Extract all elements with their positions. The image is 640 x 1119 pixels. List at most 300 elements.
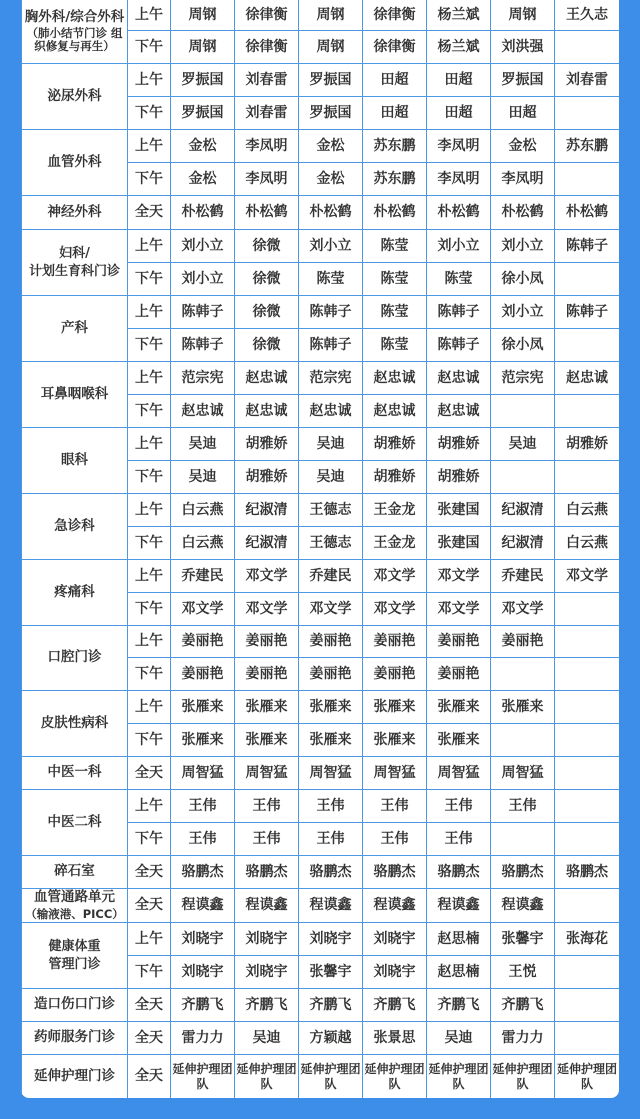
doctor-name-cell: 范宗宪	[491, 362, 555, 395]
doctor-name-cell: 金松	[299, 163, 363, 196]
doctor-name-cell: 骆鹏杰	[427, 856, 491, 889]
doctor-name-cell: 周智猛	[427, 757, 491, 790]
doctor-name-cell: 李凤明	[427, 130, 491, 163]
doctor-name-cell: 王伟	[235, 790, 299, 823]
doctor-name-cell: 周智猛	[171, 757, 235, 790]
doctor-name-cell: 刘春雷	[555, 64, 620, 97]
doctor-name-cell: 赵思楠	[427, 956, 491, 989]
doctor-name-cell: 陈韩子	[171, 296, 235, 329]
doctor-name-cell: 姜丽艳	[171, 626, 235, 658]
doctor-name-cell: 朴松鹤	[555, 196, 620, 230]
doctor-name-cell: 赵思楠	[427, 923, 491, 956]
empty-slot-cell	[555, 593, 620, 626]
doctor-name-cell: 雷力力	[171, 1022, 235, 1055]
empty-slot-cell	[555, 823, 620, 856]
doctor-name-cell: 徐律衡	[363, 0, 427, 31]
doctor-name-cell: 周钢	[491, 0, 555, 31]
shift-label: 上午	[128, 494, 171, 527]
doctor-name-cell: 王德志	[299, 494, 363, 527]
doctor-name-cell: 齐鹏飞	[299, 989, 363, 1022]
shift-label: 下午	[128, 461, 171, 494]
schedule-row	[22, 0, 620, 31]
doctor-name-cell: 陈韩子	[427, 296, 491, 329]
doctor-name-cell: 赵忠诚	[427, 395, 491, 428]
empty-slot-cell	[491, 823, 555, 856]
doctor-name-cell: 胡雅娇	[363, 461, 427, 494]
empty-slot-cell	[555, 97, 620, 130]
doctor-name-cell: 苏东鹏	[555, 130, 620, 163]
doctor-name-cell: 刘晓宇	[363, 956, 427, 989]
department-cell	[22, 691, 128, 757]
doctor-name-cell: 延伸护理团 队	[235, 1055, 299, 1099]
doctor-name-cell: 王伟	[363, 790, 427, 823]
doctor-name-cell: 程谟鑫	[299, 889, 363, 923]
doctor-name-cell: 王伟	[427, 823, 491, 856]
doctor-name-cell: 张海花	[555, 923, 620, 956]
doctor-name-cell: 刘洪强	[491, 31, 555, 64]
doctor-name-cell: 张景思	[363, 1022, 427, 1055]
department-cell	[22, 560, 128, 626]
doctor-name-cell: 乔建民	[299, 560, 363, 593]
doctor-name-cell: 周钢	[171, 31, 235, 64]
doctor-name-cell: 吴迪	[235, 1022, 299, 1055]
schedule-row	[22, 560, 620, 593]
department-name: 碎石室	[54, 863, 95, 880]
shift-label: 下午	[128, 395, 171, 428]
doctor-name-cell: 姜丽艳	[235, 626, 299, 658]
doctor-name-cell: 田超	[363, 64, 427, 97]
doctor-name-cell: 田超	[427, 97, 491, 130]
doctor-name-cell: 胡雅娇	[235, 428, 299, 461]
doctor-name-cell: 王久志	[555, 0, 620, 31]
schedule-body	[22, 0, 620, 1098]
doctor-name-cell: 雷力力	[491, 1022, 555, 1055]
empty-slot-cell	[555, 956, 620, 989]
doctor-name-cell: 张建国	[427, 494, 491, 527]
schedule-table	[21, 0, 619, 1098]
doctor-name-cell: 白云燕	[171, 527, 235, 560]
doctor-name-cell: 陈韩子	[171, 329, 235, 362]
doctor-name-cell: 邓文学	[235, 560, 299, 593]
shift-label: 上午	[128, 923, 171, 956]
schedule-row	[22, 130, 620, 163]
doctor-name-cell: 张雁来	[363, 724, 427, 757]
schedule-row	[22, 889, 620, 923]
doctor-name-cell: 刘晓宇	[235, 956, 299, 989]
doctor-name-cell: 吴迪	[299, 461, 363, 494]
empty-slot-cell	[555, 658, 620, 691]
doctor-name-cell: 徐律衡	[235, 0, 299, 31]
doctor-name-cell: 齐鹏飞	[171, 989, 235, 1022]
department-name: 中医一科	[47, 764, 102, 781]
doctor-name-cell: 程谟鑫	[427, 889, 491, 923]
doctor-name-cell: 吴迪	[491, 428, 555, 461]
doctor-name-cell: 张雁来	[171, 691, 235, 724]
doctor-name-cell: 张雁来	[427, 691, 491, 724]
doctor-name-cell: 延伸护理团 队	[491, 1055, 555, 1099]
doctor-name-cell: 刘小立	[491, 296, 555, 329]
doctor-name-cell: 刘小立	[299, 230, 363, 263]
department-cell	[22, 230, 128, 296]
doctor-name-cell: 李凤明	[427, 163, 491, 196]
shift-label: 下午	[128, 329, 171, 362]
doctor-name-cell: 骆鹏杰	[491, 856, 555, 889]
doctor-name-cell: 金松	[171, 163, 235, 196]
doctor-name-cell: 田超	[491, 97, 555, 130]
doctor-name-cell: 徐律衡	[235, 31, 299, 64]
department-cell	[22, 889, 128, 923]
empty-slot-cell	[491, 724, 555, 757]
department-cell	[22, 790, 128, 856]
doctor-name-cell: 吴迪	[171, 428, 235, 461]
empty-slot-cell	[555, 1022, 620, 1055]
shift-label: 全天	[128, 1022, 171, 1055]
doctor-name-cell: 乔建民	[171, 560, 235, 593]
shift-label: 下午	[128, 724, 171, 757]
doctor-name-cell: 邓文学	[171, 593, 235, 626]
doctor-name-cell: 刘晓宇	[363, 923, 427, 956]
doctor-name-cell: 杨兰斌	[427, 31, 491, 64]
doctor-name-cell: 刘晓宇	[235, 923, 299, 956]
doctor-name-cell: 周钢	[171, 0, 235, 31]
doctor-name-cell: 王德志	[299, 527, 363, 560]
doctor-name-cell: 王悦	[491, 956, 555, 989]
department-subtitle: （肺小结节门诊 组织修复与再生）	[26, 26, 123, 54]
department-cell	[22, 923, 128, 989]
doctor-name-cell: 姜丽艳	[427, 626, 491, 658]
schedule-row	[22, 856, 620, 889]
doctor-name-cell: 徐微	[235, 230, 299, 263]
doctor-name-cell: 纪淑清	[491, 494, 555, 527]
schedule-row	[22, 790, 620, 823]
empty-slot-cell	[491, 461, 555, 494]
department-cell	[22, 0, 128, 64]
department-cell	[22, 64, 128, 130]
shift-label: 下午	[128, 31, 171, 64]
doctor-name-cell: 胡雅娇	[555, 428, 620, 461]
doctor-name-cell: 王伟	[299, 823, 363, 856]
department-name: 健康体重	[48, 938, 101, 954]
doctor-name-cell: 陈莹	[363, 263, 427, 296]
doctor-name-cell: 李凤明	[235, 163, 299, 196]
doctor-name-cell: 罗振国	[299, 97, 363, 130]
doctor-name-cell: 延伸护理团 队	[363, 1055, 427, 1099]
empty-slot-cell	[555, 790, 620, 823]
doctor-name-cell: 王伟	[427, 790, 491, 823]
doctor-name-cell: 刘春雷	[235, 97, 299, 130]
doctor-name-cell: 周智猛	[363, 757, 427, 790]
doctor-name-cell: 朴松鹤	[491, 196, 555, 230]
doctor-name-cell: 骆鹏杰	[171, 856, 235, 889]
doctor-name-cell: 姜丽艳	[363, 626, 427, 658]
doctor-name-cell: 骆鹏杰	[235, 856, 299, 889]
doctor-name-cell: 周钢	[299, 31, 363, 64]
doctor-name-cell: 赵忠诚	[363, 362, 427, 395]
department-cell	[22, 130, 128, 196]
doctor-name-cell: 金松	[491, 130, 555, 163]
doctor-name-cell: 张雁来	[427, 724, 491, 757]
doctor-name-cell: 张雁来	[171, 724, 235, 757]
shift-label: 上午	[128, 362, 171, 395]
schedule-row	[22, 757, 620, 790]
doctor-name-cell: 周钢	[299, 0, 363, 31]
doctor-name-cell: 姜丽艳	[235, 658, 299, 691]
doctor-name-cell: 赵忠诚	[363, 395, 427, 428]
doctor-name-cell: 王伟	[171, 823, 235, 856]
doctor-name-cell: 吴迪	[299, 428, 363, 461]
doctor-name-cell: 骆鹏杰	[299, 856, 363, 889]
schedule-row	[22, 1055, 620, 1099]
department-name: 妇科/	[59, 245, 90, 261]
doctor-name-cell: 刘晓宇	[299, 923, 363, 956]
doctor-name-cell: 罗振国	[171, 64, 235, 97]
schedule-row	[22, 296, 620, 329]
doctor-name-cell: 赵忠诚	[171, 395, 235, 428]
doctor-name-cell: 金松	[299, 130, 363, 163]
department-name: 疼痛科	[54, 583, 95, 600]
doctor-name-cell: 赵忠诚	[555, 362, 620, 395]
department-name: 胸外科/综合外科	[24, 8, 125, 25]
doctor-name-cell: 金松	[171, 130, 235, 163]
department-subtitle: （输液港、PICC）	[25, 906, 124, 921]
shift-label: 上午	[128, 296, 171, 329]
shift-label: 全天	[128, 889, 171, 923]
department-cell	[22, 1022, 128, 1055]
doctor-name-cell: 陈莹	[427, 263, 491, 296]
doctor-name-cell: 齐鹏飞	[427, 989, 491, 1022]
shift-label: 上午	[128, 130, 171, 163]
doctor-name-cell: 延伸护理团 队	[555, 1055, 620, 1099]
department-cell	[22, 1055, 128, 1099]
department-cell	[22, 757, 128, 790]
doctor-name-cell: 程谟鑫	[171, 889, 235, 923]
doctor-name-cell: 方颖越	[299, 1022, 363, 1055]
doctor-name-cell: 程谟鑫	[235, 889, 299, 923]
empty-slot-cell	[555, 691, 620, 724]
doctor-name-cell: 邓文学	[363, 593, 427, 626]
doctor-name-cell: 延伸护理团 队	[171, 1055, 235, 1099]
shift-label: 下午	[128, 97, 171, 130]
doctor-name-cell: 张雁来	[235, 691, 299, 724]
doctor-name-cell: 吴迪	[171, 461, 235, 494]
shift-label: 上午	[128, 428, 171, 461]
department-name-line2: 计划生育科门诊	[28, 263, 120, 279]
doctor-name-cell: 周智猛	[235, 757, 299, 790]
doctor-name-cell: 赵忠诚	[235, 395, 299, 428]
doctor-name-cell: 赵忠诚	[299, 395, 363, 428]
empty-slot-cell	[555, 395, 620, 428]
department-cell	[22, 856, 128, 889]
shift-label: 下午	[128, 823, 171, 856]
department-cell	[22, 989, 128, 1022]
doctor-name-cell: 白云燕	[555, 527, 620, 560]
doctor-name-cell: 张馨宇	[299, 956, 363, 989]
doctor-name-cell: 苏东鹏	[363, 130, 427, 163]
doctor-name-cell: 邓文学	[299, 593, 363, 626]
empty-slot-cell	[555, 889, 620, 923]
empty-slot-cell	[555, 626, 620, 658]
schedule-row	[22, 989, 620, 1022]
shift-label: 下午	[128, 527, 171, 560]
doctor-name-cell: 姜丽艳	[491, 626, 555, 658]
doctor-name-cell: 齐鹏飞	[235, 989, 299, 1022]
doctor-name-cell: 姜丽艳	[299, 626, 363, 658]
doctor-name-cell: 朴松鹤	[427, 196, 491, 230]
doctor-name-cell: 胡雅娇	[427, 461, 491, 494]
doctor-name-cell: 田超	[363, 97, 427, 130]
schedule-row	[22, 428, 620, 461]
doctor-name-cell: 王伟	[235, 823, 299, 856]
doctor-name-cell: 王伟	[491, 790, 555, 823]
doctor-name-cell: 陈韩子	[427, 329, 491, 362]
shift-label: 上午	[128, 0, 171, 31]
doctor-name-cell: 张雁来	[491, 691, 555, 724]
department-name: 眼科	[61, 451, 88, 468]
doctor-name-cell: 陈韩子	[299, 329, 363, 362]
shift-label: 全天	[128, 1055, 171, 1099]
department-name: 泌尿外科	[47, 87, 102, 104]
shift-label: 上午	[128, 790, 171, 823]
doctor-name-cell: 纪淑清	[235, 527, 299, 560]
department-name: 中医二科	[47, 813, 102, 830]
doctor-name-cell: 陈韩子	[555, 230, 620, 263]
doctor-name-cell: 陈莹	[299, 263, 363, 296]
doctor-name-cell: 邓文学	[427, 560, 491, 593]
doctor-name-cell: 周智猛	[299, 757, 363, 790]
doctor-name-cell: 张建国	[427, 527, 491, 560]
department-cell	[22, 494, 128, 560]
doctor-name-cell: 张雁来	[363, 691, 427, 724]
doctor-name-cell: 刘晓宇	[171, 923, 235, 956]
department-cell	[22, 196, 128, 230]
doctor-name-cell: 邓文学	[427, 593, 491, 626]
department-name: 血管通路单元	[34, 889, 115, 906]
doctor-name-cell: 胡雅娇	[363, 428, 427, 461]
department-cell	[22, 362, 128, 428]
schedule-row	[22, 230, 620, 263]
doctor-name-cell: 徐微	[235, 296, 299, 329]
doctor-name-cell: 朴松鹤	[235, 196, 299, 230]
department-cell	[22, 296, 128, 362]
doctor-name-cell: 陈莹	[363, 329, 427, 362]
doctor-name-cell: 程谟鑫	[363, 889, 427, 923]
shift-label: 上午	[128, 560, 171, 593]
shift-label: 下午	[128, 956, 171, 989]
empty-slot-cell	[491, 395, 555, 428]
doctor-name-cell: 刘小立	[171, 230, 235, 263]
doctor-name-cell: 刘小立	[491, 230, 555, 263]
empty-slot-cell	[555, 724, 620, 757]
doctor-name-cell: 骆鹏杰	[363, 856, 427, 889]
department-cell	[22, 626, 128, 691]
shift-label: 全天	[128, 196, 171, 230]
department-name: 延伸护理门诊	[34, 1067, 115, 1084]
doctor-name-cell: 延伸护理团 队	[427, 1055, 491, 1099]
doctor-name-cell: 吴迪	[427, 1022, 491, 1055]
empty-slot-cell	[491, 658, 555, 691]
empty-slot-cell	[555, 757, 620, 790]
shift-label: 全天	[128, 856, 171, 889]
doctor-name-cell: 朴松鹤	[299, 196, 363, 230]
doctor-name-cell: 罗振国	[171, 97, 235, 130]
shift-label: 全天	[128, 757, 171, 790]
doctor-name-cell: 张雁来	[235, 724, 299, 757]
schedule-card	[21, 0, 619, 1098]
doctor-name-cell: 王伟	[171, 790, 235, 823]
empty-slot-cell	[555, 163, 620, 196]
doctor-name-cell: 邓文学	[363, 560, 427, 593]
doctor-name-cell: 王伟	[299, 790, 363, 823]
doctor-name-cell: 乔建民	[491, 560, 555, 593]
schedule-row	[22, 1022, 620, 1055]
department-name: 造口伤口门诊	[34, 996, 115, 1013]
doctor-name-cell: 陈韩子	[555, 296, 620, 329]
doctor-name-cell: 赵忠诚	[427, 362, 491, 395]
schedule-row	[22, 494, 620, 527]
doctor-name-cell: 姜丽艳	[299, 658, 363, 691]
doctor-name-cell: 苏东鹏	[363, 163, 427, 196]
department-name: 药师服务门诊	[34, 1029, 115, 1046]
doctor-name-cell: 罗振国	[491, 64, 555, 97]
doctor-name-cell: 胡雅娇	[235, 461, 299, 494]
doctor-name-cell: 邓文学	[235, 593, 299, 626]
shift-label: 上午	[128, 691, 171, 724]
doctor-name-cell: 白云燕	[171, 494, 235, 527]
schedule-row	[22, 196, 620, 230]
doctor-name-cell: 邓文学	[555, 560, 620, 593]
shift-label: 上午	[128, 230, 171, 263]
doctor-name-cell: 徐小凤	[491, 329, 555, 362]
doctor-name-cell: 范宗宪	[299, 362, 363, 395]
empty-slot-cell	[555, 461, 620, 494]
doctor-name-cell: 张馨宇	[491, 923, 555, 956]
doctor-name-cell: 刘小立	[171, 263, 235, 296]
doctor-name-cell: 胡雅娇	[427, 428, 491, 461]
empty-slot-cell	[555, 329, 620, 362]
doctor-name-cell: 范宗宪	[171, 362, 235, 395]
department-name: 血管外科	[47, 153, 102, 170]
doctor-name-cell: 田超	[427, 64, 491, 97]
doctor-name-cell: 骆鹏杰	[555, 856, 620, 889]
doctor-name-cell: 罗振国	[299, 64, 363, 97]
doctor-name-cell: 纪淑清	[235, 494, 299, 527]
doctor-name-cell: 陈莹	[363, 230, 427, 263]
doctor-name-cell: 王金龙	[363, 527, 427, 560]
department-name: 急诊科	[54, 517, 95, 534]
schedule-row	[22, 626, 620, 658]
department-cell	[22, 428, 128, 494]
shift-label: 上午	[128, 626, 171, 658]
shift-label: 上午	[128, 64, 171, 97]
department-name: 口腔门诊	[47, 649, 102, 666]
schedule-row	[22, 923, 620, 956]
department-name-line2: 管理门诊	[48, 956, 101, 972]
department-name: 皮肤性病科	[40, 714, 109, 731]
department-name: 神经外科	[47, 203, 102, 220]
doctor-name-cell: 姜丽艳	[171, 658, 235, 691]
doctor-name-cell: 赵忠诚	[235, 362, 299, 395]
doctor-name-cell: 刘春雷	[235, 64, 299, 97]
doctor-name-cell: 齐鹏飞	[363, 989, 427, 1022]
doctor-name-cell: 陈莹	[363, 296, 427, 329]
doctor-name-cell: 齐鹏飞	[491, 989, 555, 1022]
schedule-row	[22, 64, 620, 97]
shift-label: 下午	[128, 658, 171, 691]
doctor-name-cell: 周智猛	[491, 757, 555, 790]
doctor-name-cell: 朴松鹤	[363, 196, 427, 230]
doctor-name-cell: 白云燕	[555, 494, 620, 527]
doctor-name-cell: 刘小立	[427, 230, 491, 263]
